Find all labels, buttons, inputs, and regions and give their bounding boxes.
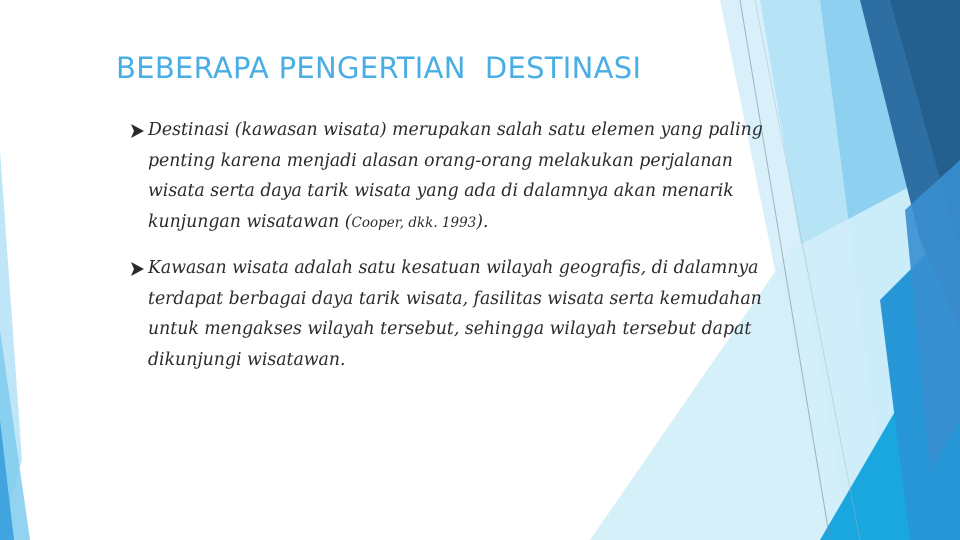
bullet-list xyxy=(131,115,766,390)
arrow-right-icon xyxy=(131,124,144,138)
arrow-right-icon xyxy=(131,262,144,276)
bullet-text: Destinasi (kawasan wisata) merupakan salah satu elemen yang paling penting karena menjadi alasan orang-orang melakukan perjalanan wisata serta daya tarik wisata yang ada di dalamnya akan menarik kunjungan wisatawan ( xyxy=(148,120,763,232)
bullet-text: Kawasan wisata adalah satu kesatuan wilayah geografis, di dalamnya terdapat berbagai daya tarik wisata, fasilitas wisata serta kemudahan untuk mengakses wilayah tersebut, sehingga wilayah tersebut dapat dikunjungi wisatawan. xyxy=(148,258,762,370)
left-decoration xyxy=(0,0,40,540)
bullet-suffix: ). xyxy=(476,211,489,232)
slide-title: BEBERAPA PENGERTIAN DESTINASI xyxy=(116,51,642,85)
bullet-citation: Cooper, dkk. 1993 xyxy=(351,214,477,231)
bullet-item xyxy=(131,253,766,375)
bullet-item xyxy=(131,115,766,238)
